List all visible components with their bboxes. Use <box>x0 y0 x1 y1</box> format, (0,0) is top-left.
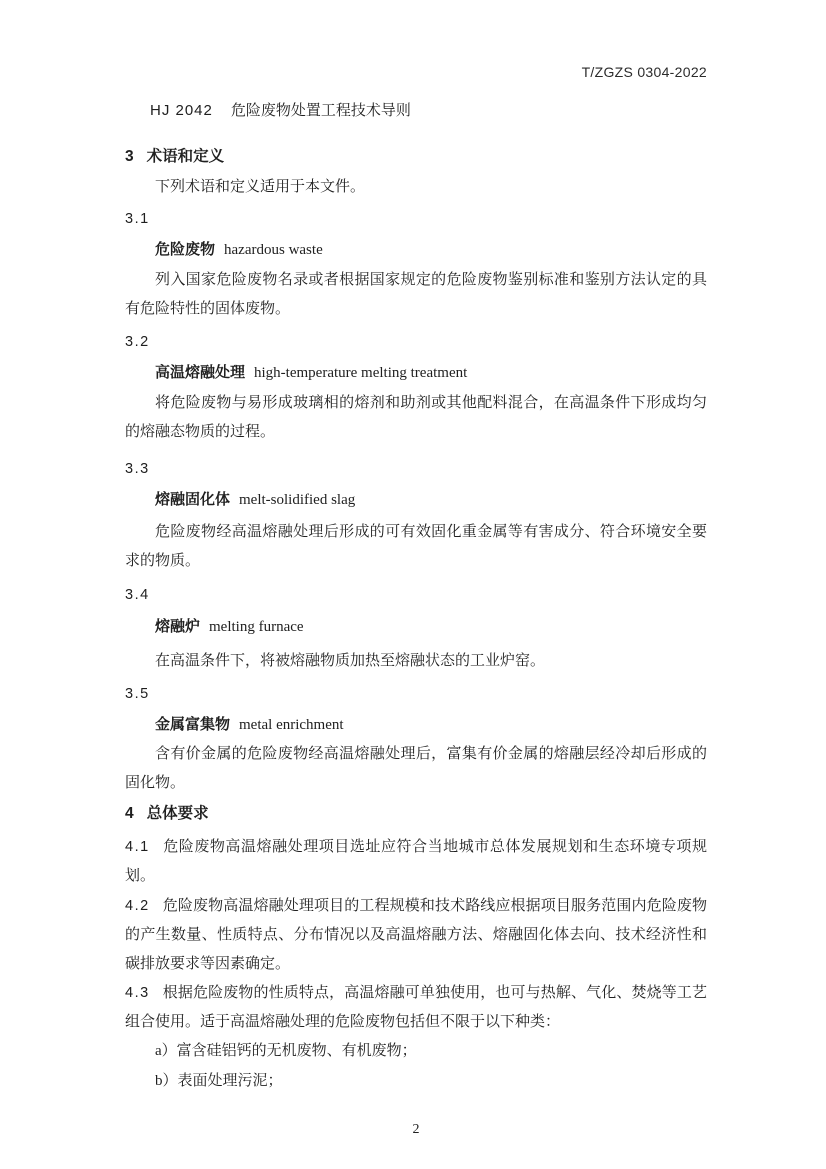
term-number: 3.4 <box>125 587 150 603</box>
list-item-a: a）富含硅铝钙的无机废物、有机废物； <box>155 1043 417 1059</box>
term-line <box>125 358 707 388</box>
section-3-heading <box>125 142 707 171</box>
list-item-b: b）表面处理污泥； <box>155 1073 283 1089</box>
clause-4-3 <box>125 979 707 1037</box>
normative-reference <box>125 96 707 126</box>
reference-code: HJ 2042 <box>150 102 213 119</box>
term-zh: 金属富集物 <box>155 716 231 733</box>
term-number: 3.1 <box>125 211 150 227</box>
clause-number: 4.2 <box>125 898 150 914</box>
clause-text: 危险废物高温熔融处理项目选址应符合当地城市总体发展规划和生态环境专项规划。 <box>125 839 707 884</box>
term-en: metal enrichment <box>239 717 344 733</box>
term-zh: 高温熔融处理 <box>155 364 246 381</box>
term-line <box>125 710 707 740</box>
term-zh: 危险废物 <box>155 241 216 258</box>
clause-number: 4.1 <box>125 839 150 855</box>
section-4-number: 4 <box>125 805 134 822</box>
section-4-title: 总体要求 <box>146 805 209 822</box>
clause-4-2 <box>125 892 707 979</box>
standard-code-header: T/ZGZS 0304-2022 <box>581 64 707 80</box>
term-en: high-temperature melting treatment <box>254 365 468 381</box>
term-en: melting furnace <box>209 619 304 635</box>
term-definition: 危险废物经高温熔融处理后形成的可有效固化重金属等有害成分、符合环境安全要求的物质。 <box>125 524 707 569</box>
term-zh: 熔融固化体 <box>155 491 231 508</box>
term-line <box>125 612 707 642</box>
term-definition: 列入国家危险废物名录或者根据国家规定的危险废物鉴别标准和鉴别方法认定的具有危险特性的固体废物。 <box>125 272 707 317</box>
section-3-number: 3 <box>125 148 134 165</box>
section-4-heading <box>125 799 707 828</box>
term-number: 3.2 <box>125 334 150 350</box>
section-3-intro: 下列术语和定义适用于本文件。 <box>155 179 366 195</box>
term-number: 3.3 <box>125 461 150 477</box>
term-line <box>125 485 707 515</box>
term-definition: 将危险废物与易形成玻璃相的熔剂和助剂或其他配料混合，在高温条件下形成均匀的熔融态物质的过程。 <box>125 395 707 440</box>
term-zh: 熔融炉 <box>155 618 201 635</box>
clause-number: 4.3 <box>125 985 150 1001</box>
clause-text: 危险废物高温熔融处理项目的工程规模和技术路线应根据项目服务范围内危险废物的产生数量、性质特点、分布情况以及高温熔融方法、熔融固化体去向、技术经济性和碳排放要求等因素确定。 <box>125 898 707 972</box>
term-en: melt-solidified slag <box>239 492 356 508</box>
clause-text: 根据危险废物的性质特点，高温熔融可单独使用，也可与热解、气化、焚烧等工艺组合使用。适于高温熔融处理的危险废物包括但不限于以下种类： <box>125 985 707 1030</box>
reference-title: 危险废物处置工程技术导则 <box>230 103 411 119</box>
term-number: 3.5 <box>125 686 150 702</box>
clause-4-1 <box>125 833 707 891</box>
term-definition: 在高温条件下，将被熔融物质加热至熔融状态的工业炉窑。 <box>155 653 546 669</box>
section-3-title: 术语和定义 <box>146 148 225 165</box>
page-number: 2 <box>412 1122 420 1137</box>
term-en: hazardous waste <box>224 242 323 258</box>
term-definition: 含有价金属的危险废物经高温熔融处理后，富集有价金属的熔融层经冷却后形成的固化物。 <box>125 746 707 791</box>
term-line <box>125 235 707 265</box>
